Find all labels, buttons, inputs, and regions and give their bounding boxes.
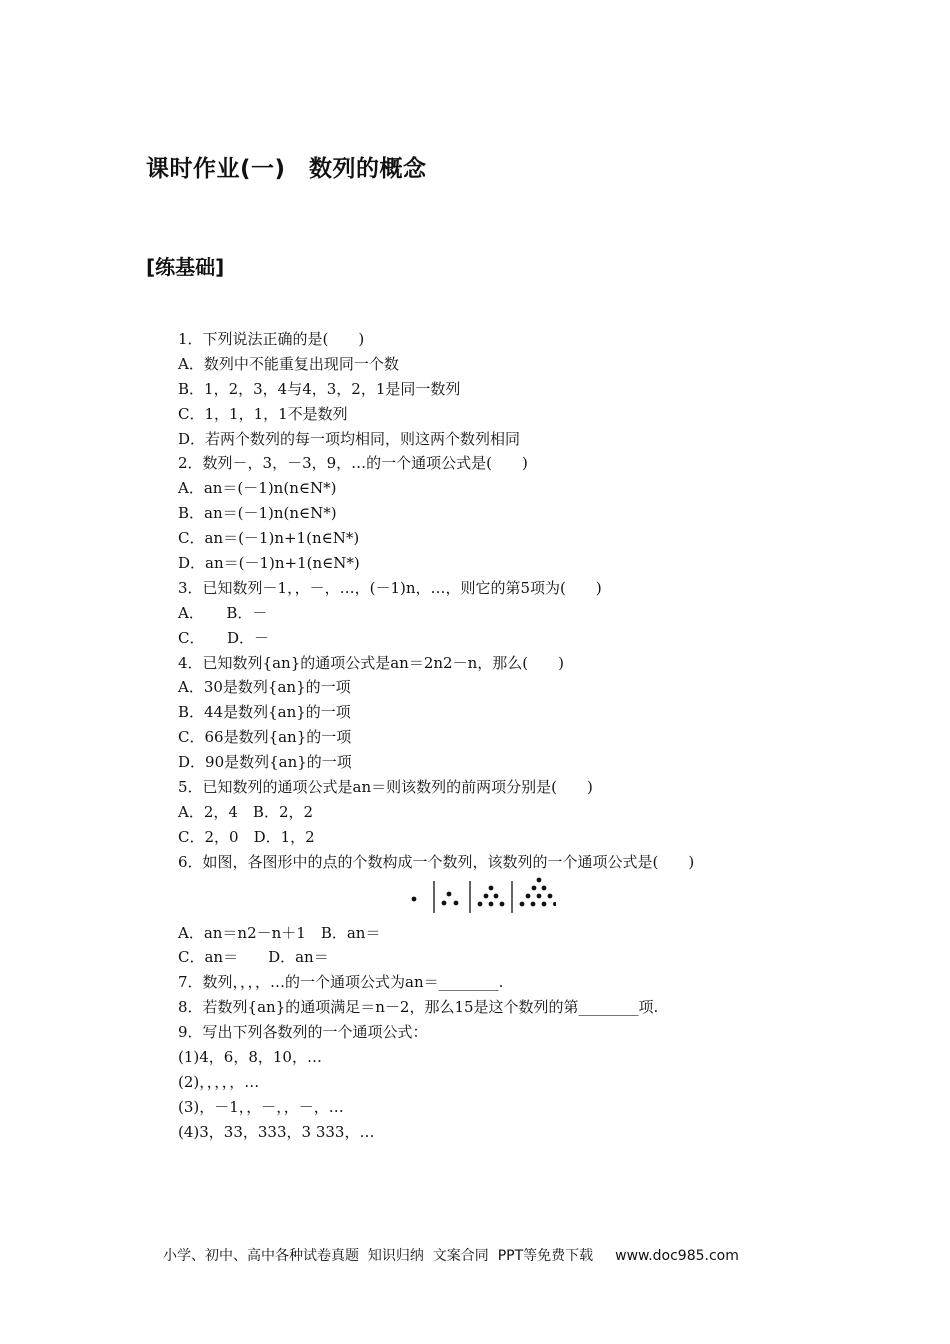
exercise-line: D．90是数列{an}的一项: [178, 753, 352, 772]
exercise-line: C． D．－: [178, 628, 270, 647]
dot-pattern-svg: [406, 875, 556, 917]
figure-4-dot: [520, 901, 525, 906]
exercise-line: A．2，4 B．2，2: [178, 802, 314, 821]
exercise-line: C．1，1，1，1不是数列: [178, 404, 348, 423]
figure-3-dot: [484, 893, 489, 898]
figure-4-dot: [537, 893, 542, 898]
figure-3-dot: [494, 893, 499, 898]
exercise-line: C．2，0 D．1，2: [178, 827, 315, 846]
footer-url[interactable]: www.doc985.com: [615, 1248, 739, 1264]
figure-3-dot: [489, 885, 494, 890]
exercise-line: C．an＝(－1)n+1(n∈N*): [178, 529, 360, 548]
section-heading: [练基础]: [146, 255, 225, 279]
exercise-line: B．44是数列{an}的一项: [178, 703, 351, 722]
figure-1-dot: [412, 896, 417, 901]
figure-2-dot: [442, 900, 447, 905]
exercise-line: D．若两个数列的每一项均相同，则这两个数列相同: [178, 429, 521, 448]
exercise-line: 4．已知数列{an}的通项公式是an＝2n2－n，那么( ): [178, 653, 564, 672]
figure-3-dot: [478, 901, 483, 906]
figure-4-dot: [553, 902, 556, 906]
exercise-line: (4)3，33，333，3 333，…: [178, 1122, 375, 1141]
dot-pattern-figure: [178, 875, 828, 921]
exercise-line: (3)，－1，，－，，－，…: [178, 1097, 344, 1116]
exercise-line: 2．数列－，3，－3，9，…的一个通项公式是( ): [178, 454, 528, 473]
exercise-line: B．1，2，3，4与4，3，2，1是同一数列: [178, 379, 461, 398]
exercise-line: 5．已知数列的通项公式是an＝则该数列的前两项分别是( ): [178, 778, 593, 797]
figure-4-dot: [531, 901, 536, 906]
exercise-body: [178, 327, 828, 1145]
exercise-line: 7．数列，，，，…的一个通项公式为an＝________.: [178, 973, 504, 992]
exercise-line: B．an＝(－1)n(n∈N*): [178, 504, 337, 523]
figure-4-dot: [526, 893, 531, 898]
exercise-line: A．30是数列{an}的一项: [178, 678, 351, 697]
footer-text: 小学、初中、高中各种试卷真题 知识归纳 文案合同 PPT等免费下载: [163, 1248, 594, 1264]
exercise-line: (2)，，，，，…: [178, 1072, 260, 1091]
exercise-line: C．an＝ D．an＝: [178, 948, 329, 967]
page-title: 课时作业(一) 数列的概念: [146, 156, 427, 182]
figure-4-dot: [542, 885, 547, 890]
exercise-line: A． B．－: [178, 603, 268, 622]
figure-4-dot: [532, 885, 537, 890]
exercise-line: A．an＝n2－n＋1 B．an＝: [178, 923, 381, 942]
figure-2-dot: [447, 891, 452, 896]
exercise-line: A．数列中不能重复出现同一个数: [178, 354, 399, 373]
exercise-line: 6．如图，各图形中的点的个数构成一个数列，该数列的一个通项公式是( ): [178, 852, 695, 871]
figure-4-dot: [548, 893, 553, 898]
page-footer: [163, 1245, 739, 1265]
figure-3-dot: [489, 901, 494, 906]
exercise-line: 9．写出下列各数列的一个通项公式：: [178, 1023, 428, 1042]
exercise-line: 3．已知数列－1，，－，…，(－1)n，…，则它的第5项为( ): [178, 578, 602, 597]
exercise-line: (1)4，6，8，10，…: [178, 1048, 322, 1067]
exercise-line: A．an＝(－1)n(n∈N*): [178, 479, 337, 498]
figure-4-dot: [537, 877, 542, 882]
questions-6-9: [178, 921, 828, 1145]
exercise-line: C．66是数列{an}的一项: [178, 728, 352, 747]
figure-4-dot: [542, 901, 547, 906]
exercise-line: 1．下列说法正确的是( ): [178, 330, 365, 348]
exercise-line: 8．若数列{an}的通项满足＝n－2，那么15是这个数列的第________项.: [178, 998, 659, 1017]
figure-2-dot: [454, 900, 459, 905]
figure-3-dot: [500, 901, 505, 906]
questions-1-6: [178, 327, 828, 875]
exercise-line: D．an＝(－1)n+1(n∈N*): [178, 554, 360, 573]
